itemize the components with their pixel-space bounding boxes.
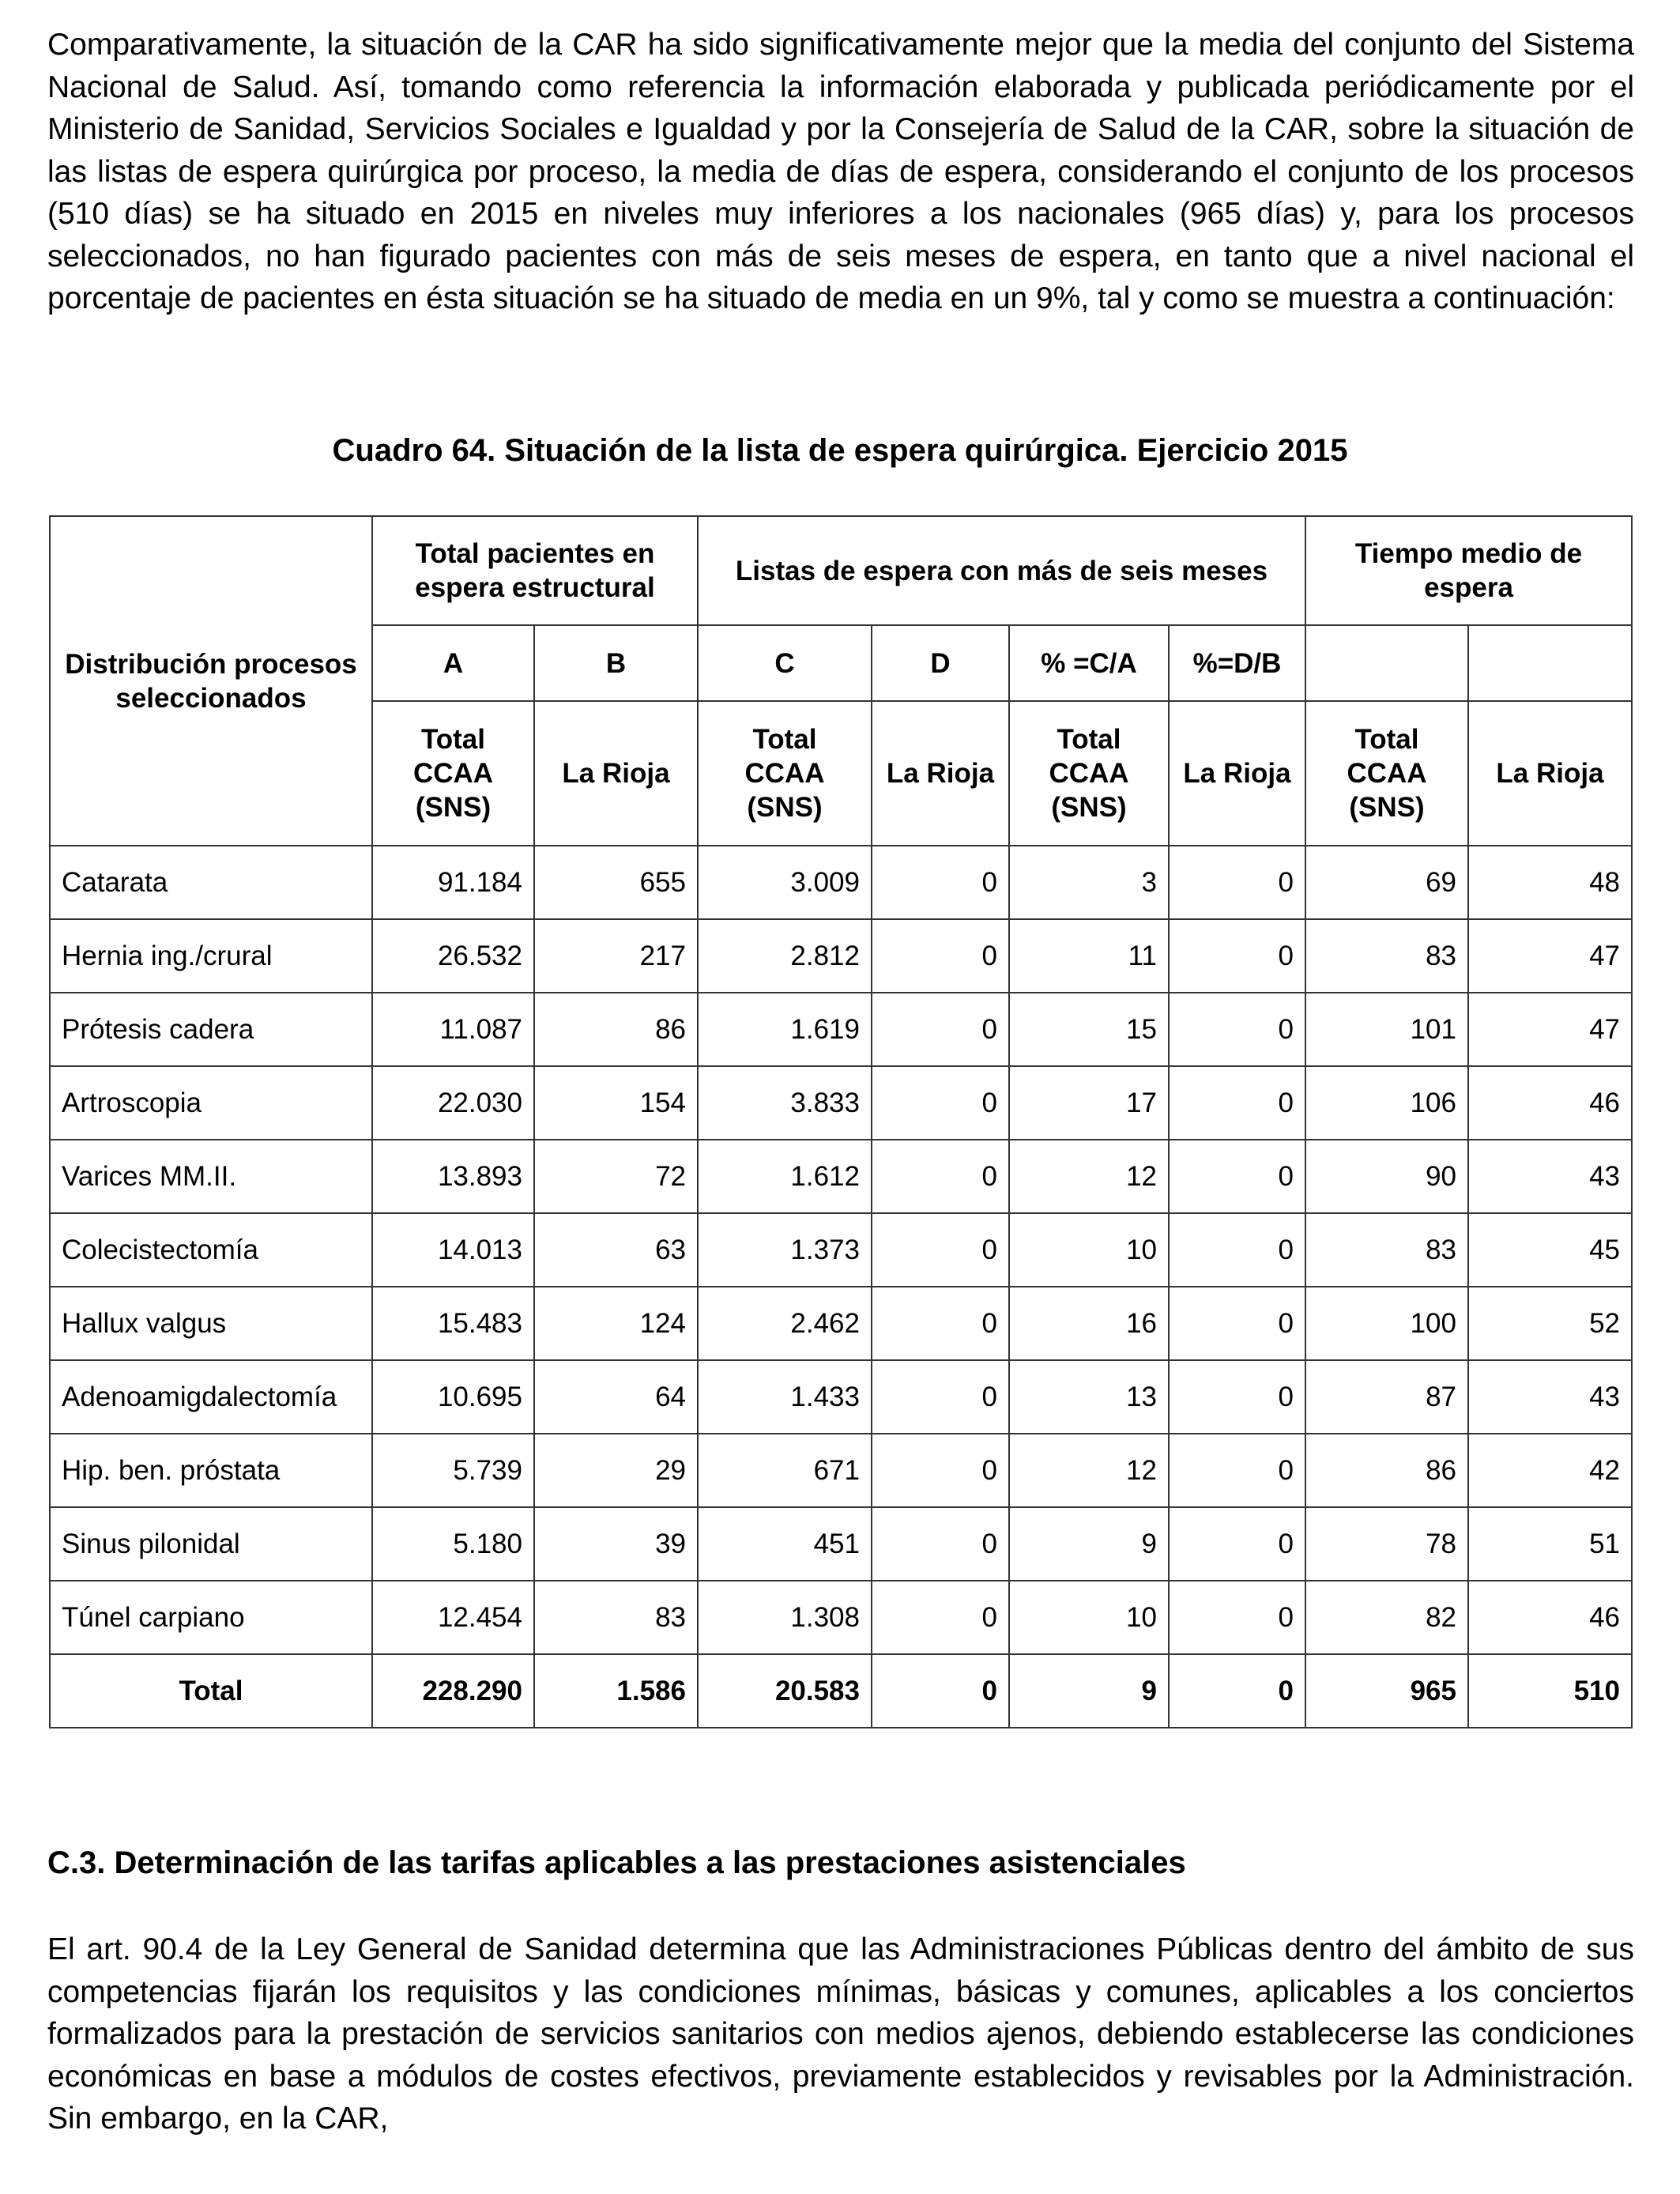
cell-value: 510 [1468, 1654, 1632, 1728]
cell-value: 0 [1169, 1213, 1305, 1287]
cell-value: 3.833 [698, 1066, 872, 1140]
cell-value: 86 [1305, 1434, 1468, 1507]
column-letter: C [698, 625, 872, 701]
cell-value: 0 [872, 1581, 1009, 1654]
cell-value: 0 [1169, 993, 1305, 1066]
cell-value: 217 [534, 919, 698, 993]
cell-value: 11 [1009, 919, 1169, 993]
cell-value: 0 [872, 1654, 1009, 1728]
cell-value: 14.013 [372, 1213, 534, 1287]
process-name: Hallux valgus [50, 1287, 372, 1360]
cell-value: 0 [1169, 1507, 1305, 1581]
table-row [50, 1287, 1632, 1360]
cell-value: 13 [1009, 1360, 1169, 1434]
cell-value: 72 [534, 1140, 698, 1213]
cell-value: 29 [534, 1434, 698, 1507]
cell-value: 20.583 [698, 1654, 872, 1728]
cell-value: 0 [1169, 1360, 1305, 1434]
column-subheader: Total CCAA (SNS) [372, 701, 534, 846]
cell-value: 100 [1305, 1287, 1468, 1360]
process-name: Colecistectomía [50, 1213, 372, 1287]
table-row [50, 1507, 1632, 1581]
cell-value: 42 [1468, 1434, 1632, 1507]
cell-value: 3 [1009, 846, 1169, 919]
process-name: Artroscopia [50, 1066, 372, 1140]
process-name: Catarata [50, 846, 372, 919]
cell-value: 0 [1169, 1581, 1305, 1654]
cell-value: 39 [534, 1507, 698, 1581]
cell-value: 86 [534, 993, 698, 1066]
total-row [50, 1654, 1632, 1728]
column-subheader: Total CCAA (SNS) [1305, 701, 1468, 846]
cell-value: 9 [1009, 1507, 1169, 1581]
cell-value: 0 [1169, 1434, 1305, 1507]
cell-value: 0 [872, 1360, 1009, 1434]
process-name: Total [50, 1654, 372, 1728]
cell-value: 2.462 [698, 1287, 872, 1360]
cell-value: 154 [534, 1066, 698, 1140]
column-letter: % =C/A [1009, 625, 1169, 701]
cell-value: 48 [1468, 846, 1632, 919]
cell-value: 11.087 [372, 993, 534, 1066]
cell-value: 5.180 [372, 1507, 534, 1581]
cell-value: 0 [872, 919, 1009, 993]
cell-value: 91.184 [372, 846, 534, 919]
cell-value: 47 [1468, 919, 1632, 993]
cell-value: 12 [1009, 1434, 1169, 1507]
column-subheader: La Rioja [534, 701, 698, 846]
cell-value: 1.308 [698, 1581, 872, 1654]
column-letter: B [534, 625, 698, 701]
cell-value: 0 [872, 846, 1009, 919]
cell-value: 15.483 [372, 1287, 534, 1360]
header-mean-time: Tiempo medio de espera [1305, 516, 1632, 625]
cell-value: 0 [1169, 1654, 1305, 1728]
cell-value: 0 [1169, 1140, 1305, 1213]
cell-value: 0 [872, 1507, 1009, 1581]
cell-value: 45 [1468, 1213, 1632, 1287]
cell-value: 82 [1305, 1581, 1468, 1654]
column-letter: D [872, 625, 1009, 701]
cell-value: 0 [1169, 919, 1305, 993]
cell-value: 83 [1305, 919, 1468, 993]
table-row [50, 919, 1632, 993]
process-name: Túnel carpiano [50, 1581, 372, 1654]
column-subheader: La Rioja [1169, 701, 1305, 846]
cell-value: 10 [1009, 1213, 1169, 1287]
cell-value: 2.812 [698, 919, 872, 993]
column-letter [1468, 625, 1632, 701]
intro-paragraph: Comparativamente, la situación de la CAR ha sido significativamente mejor que la media del conjunto del Sistema Nacional de Salud. Así, tomando como referencia la información elaborada y publicada periódicamente por el Ministerio de Sanidad, Servicios Sociales e Igualdad y por la Consejería de Salud de la CAR, sobre la situación de las listas de espera quirúrgica por proceso, la media de días de espera, considerando el conjunto de los procesos (510 días) se ha situado en 2015 en niveles muy inferiores a los nacionales (965 días) y, para los procesos seleccionados, no han figurado pacientes con más de seis meses de espera, en tanto que a nivel nacional el porcentaje de pacientes en ésta situación se ha situado de media en un 9%, tal y como se muestra a continuación: [47, 28, 1634, 315]
table-row [50, 1434, 1632, 1507]
column-subheader: La Rioja [1468, 701, 1632, 846]
column-letter [1305, 625, 1468, 701]
cell-value: 69 [1305, 846, 1468, 919]
cell-value: 124 [534, 1287, 698, 1360]
cell-value: 83 [534, 1581, 698, 1654]
cell-value: 10 [1009, 1581, 1169, 1654]
column-letter: A [372, 625, 534, 701]
process-name: Varices MM.II. [50, 1140, 372, 1213]
cell-value: 101 [1305, 993, 1468, 1066]
cell-value: 64 [534, 1360, 698, 1434]
cell-value: 0 [872, 1213, 1009, 1287]
cell-value: 13.893 [372, 1140, 534, 1213]
cell-value: 46 [1468, 1581, 1632, 1654]
column-subheader: Total CCAA (SNS) [698, 701, 872, 846]
cell-value: 671 [698, 1434, 872, 1507]
cell-value: 9 [1009, 1654, 1169, 1728]
cell-value: 12 [1009, 1140, 1169, 1213]
table-row [50, 1581, 1632, 1654]
section-heading: C.3. Determinación de las tarifas aplicables a las prestaciones asistenciales [47, 1845, 1186, 1880]
waiting-list-table [49, 515, 1633, 1728]
header-six-months: Listas de espera con más de seis meses [698, 516, 1305, 625]
cell-value: 1.586 [534, 1654, 698, 1728]
table-row [50, 1066, 1632, 1140]
cell-value: 63 [534, 1213, 698, 1287]
cell-value: 52 [1468, 1287, 1632, 1360]
cell-value: 965 [1305, 1654, 1468, 1728]
header-distribution: Distribución procesos seleccionados [50, 516, 372, 846]
cell-value: 228.290 [372, 1654, 534, 1728]
cell-value: 1.433 [698, 1360, 872, 1434]
cell-value: 1.612 [698, 1140, 872, 1213]
cell-value: 3.009 [698, 846, 872, 919]
cell-value: 17 [1009, 1066, 1169, 1140]
cell-value: 78 [1305, 1507, 1468, 1581]
cell-value: 90 [1305, 1140, 1468, 1213]
cell-value: 1.619 [698, 993, 872, 1066]
process-name: Sinus pilonidal [50, 1507, 372, 1581]
cell-value: 15 [1009, 993, 1169, 1066]
cell-value: 5.739 [372, 1434, 534, 1507]
cell-value: 0 [872, 993, 1009, 1066]
cell-value: 0 [1169, 1066, 1305, 1140]
cell-value: 0 [872, 1287, 1009, 1360]
table-row [50, 846, 1632, 919]
cell-value: 43 [1468, 1360, 1632, 1434]
cell-value: 87 [1305, 1360, 1468, 1434]
cell-value: 0 [872, 1434, 1009, 1507]
cell-value: 16 [1009, 1287, 1169, 1360]
column-subheader: La Rioja [872, 701, 1009, 846]
section-paragraph: El art. 90.4 de la Ley General de Sanidad determina que las Administraciones Públicas dentro del ámbito de sus competencias fijarán los requisitos y las condiciones mínimas, básicas y comunes, aplicables a los conciertos formalizados para la prestación de servicios sanitarios con medios ajenos, debiendo establecerse las condiciones económicas en base a módulos de costes efectivos, previamente establecidos y revisables por la Administración. Sin embargo, en la CAR, [47, 1932, 1634, 2136]
process-name: Hip. ben. próstata [50, 1434, 372, 1507]
cell-value: 0 [872, 1140, 1009, 1213]
table-row [50, 1213, 1632, 1287]
process-name: Hernia ing./crural [50, 919, 372, 993]
cell-value: 43 [1468, 1140, 1632, 1213]
process-name: Prótesis cadera [50, 993, 372, 1066]
table-row [50, 1360, 1632, 1434]
cell-value: 10.695 [372, 1360, 534, 1434]
process-name: Adenoamigdalectomía [50, 1360, 372, 1434]
cell-value: 12.454 [372, 1581, 534, 1654]
cell-value: 83 [1305, 1213, 1468, 1287]
column-letter: %=D/B [1169, 625, 1305, 701]
cell-value: 0 [1169, 1287, 1305, 1360]
cell-value: 655 [534, 846, 698, 919]
cell-value: 106 [1305, 1066, 1468, 1140]
cell-value: 47 [1468, 993, 1632, 1066]
cell-value: 1.373 [698, 1213, 872, 1287]
column-subheader: Total CCAA (SNS) [1009, 701, 1169, 846]
table-row [50, 993, 1632, 1066]
cell-value: 22.030 [372, 1066, 534, 1140]
cell-value: 46 [1468, 1066, 1632, 1140]
cell-value: 26.532 [372, 919, 534, 993]
table-row [50, 1140, 1632, 1213]
header-total-patients: Total pacientes en espera estructural [372, 516, 698, 625]
cell-value: 0 [872, 1066, 1009, 1140]
table-caption: Cuadro 64. Situación de la lista de espera quirúrgica. Ejercicio 2015 [332, 433, 1348, 468]
cell-value: 51 [1468, 1507, 1632, 1581]
cell-value: 451 [698, 1507, 872, 1581]
cell-value: 0 [1169, 846, 1305, 919]
